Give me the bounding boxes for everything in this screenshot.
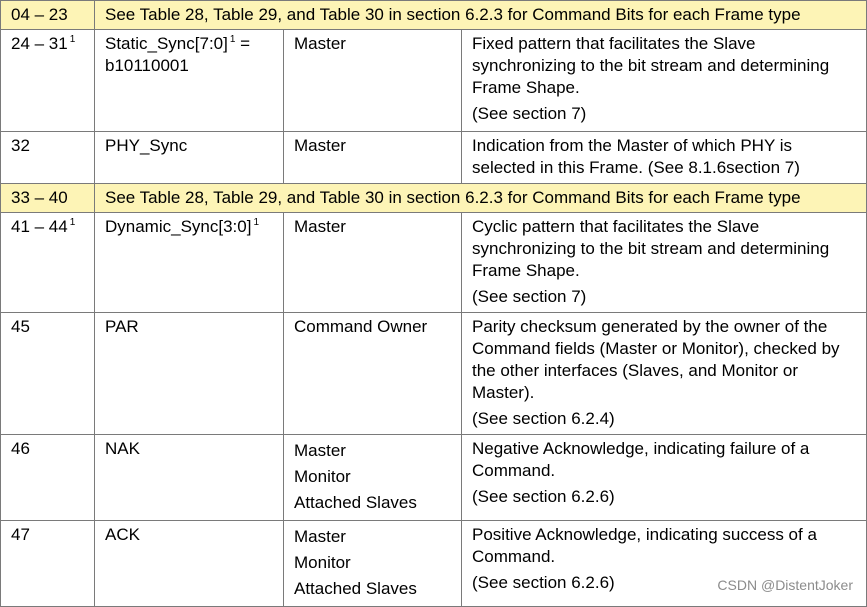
reference-text: (See section 6.2.6) <box>472 487 615 506</box>
bits-cell: 32 <box>1 132 95 184</box>
table-row <box>1 521 867 607</box>
bits-cell <box>1 30 95 132</box>
field-cell: ACK <box>95 521 284 607</box>
description-cell <box>462 435 867 521</box>
owner-cell <box>284 435 462 521</box>
field-cell <box>95 213 284 313</box>
table-row <box>1 132 867 184</box>
description-text: Fixed pattern that facilitates the Slave synchronizing to the bit stream and determining Frame Shape. <box>472 34 830 97</box>
owner-line: Monitor <box>294 467 351 486</box>
band-text-cell: See Table 28, Table 29, and Table 30 in section 6.2.3 for Command Bits for each Frame type <box>95 184 867 213</box>
owner-line: Attached Slaves <box>294 579 417 598</box>
bits-cell <box>1 213 95 313</box>
field-name: Static_Sync[7:0] <box>105 34 228 53</box>
description-text: Cyclic pattern that facilitates the Slave synchronizing to the bit stream and determining Frame Shape. <box>472 217 830 280</box>
bits-cell: 33 – 40 <box>1 184 95 213</box>
owner-line: Master <box>294 527 346 546</box>
band-text-cell: See Table 28, Table 29, and Table 30 in section 6.2.3 for Command Bits for each Frame type <box>95 1 867 30</box>
bits-cell: 45 <box>1 313 95 435</box>
owner-cell <box>284 30 462 132</box>
field-value: b10110001 <box>105 56 189 75</box>
owner-line: Master <box>294 136 346 155</box>
field-cell: NAK <box>95 435 284 521</box>
owner-cell <box>284 521 462 607</box>
footnote-marker: 1 <box>69 217 76 228</box>
reference-text: (See section 6.2.6) <box>472 573 615 592</box>
description-cell <box>462 313 867 435</box>
owner-line: Master <box>294 34 346 53</box>
watermark: CSDN @DistentJoker <box>717 577 853 593</box>
owner-line: Command Owner <box>294 317 428 336</box>
owner-cell <box>284 132 462 184</box>
description-cell <box>462 30 867 132</box>
description-cell <box>462 521 867 607</box>
owner-cell <box>284 213 462 313</box>
owner-line: Master <box>294 441 346 460</box>
field-suffix: = <box>235 34 251 53</box>
description-text: Positive Acknowledge, indicating success of a Command. <box>472 525 817 566</box>
table-row <box>1 30 867 132</box>
description-text: Parity checksum generated by the owner of the Command fields (Master or Monitor), checked by the other interfaces (Slaves, and Monitor or Master). <box>472 317 840 402</box>
table-row-band <box>1 1 867 30</box>
bits-text: 24 – 31 <box>11 34 68 53</box>
field-name: Dynamic_Sync[3:0] <box>105 217 252 236</box>
reference-text: (See section 7) <box>472 104 587 123</box>
owner-line: Monitor <box>294 553 351 572</box>
owner-line: Attached Slaves <box>294 493 417 512</box>
description-cell <box>462 132 867 184</box>
description-text: Indication from the Master of which PHY is selected in this Frame. (See 8.1.6section 7) <box>472 136 800 177</box>
bits-text: 41 – 44 <box>11 217 68 236</box>
field-cell: PAR <box>95 313 284 435</box>
bits-cell: 47 <box>1 521 95 607</box>
table-row <box>1 435 867 521</box>
table-row-band <box>1 184 867 213</box>
description-cell <box>462 213 867 313</box>
bits-cell: 46 <box>1 435 95 521</box>
owner-line: Master <box>294 217 346 236</box>
owner-cell <box>284 313 462 435</box>
field-cell: PHY_Sync <box>95 132 284 184</box>
description-text: Negative Acknowledge, indicating failure of a Command. <box>472 439 810 480</box>
bits-cell: 04 – 23 <box>1 1 95 30</box>
footnote-marker: 1 <box>253 217 260 228</box>
field-cell <box>95 30 284 132</box>
reference-text: (See section 7) <box>472 287 587 306</box>
reference-text: (See section 6.2.4) <box>472 409 615 428</box>
footnote-marker: 1 <box>69 34 76 45</box>
footnote-marker: 1 <box>229 34 236 45</box>
table-row <box>1 213 867 313</box>
table-row <box>1 313 867 435</box>
